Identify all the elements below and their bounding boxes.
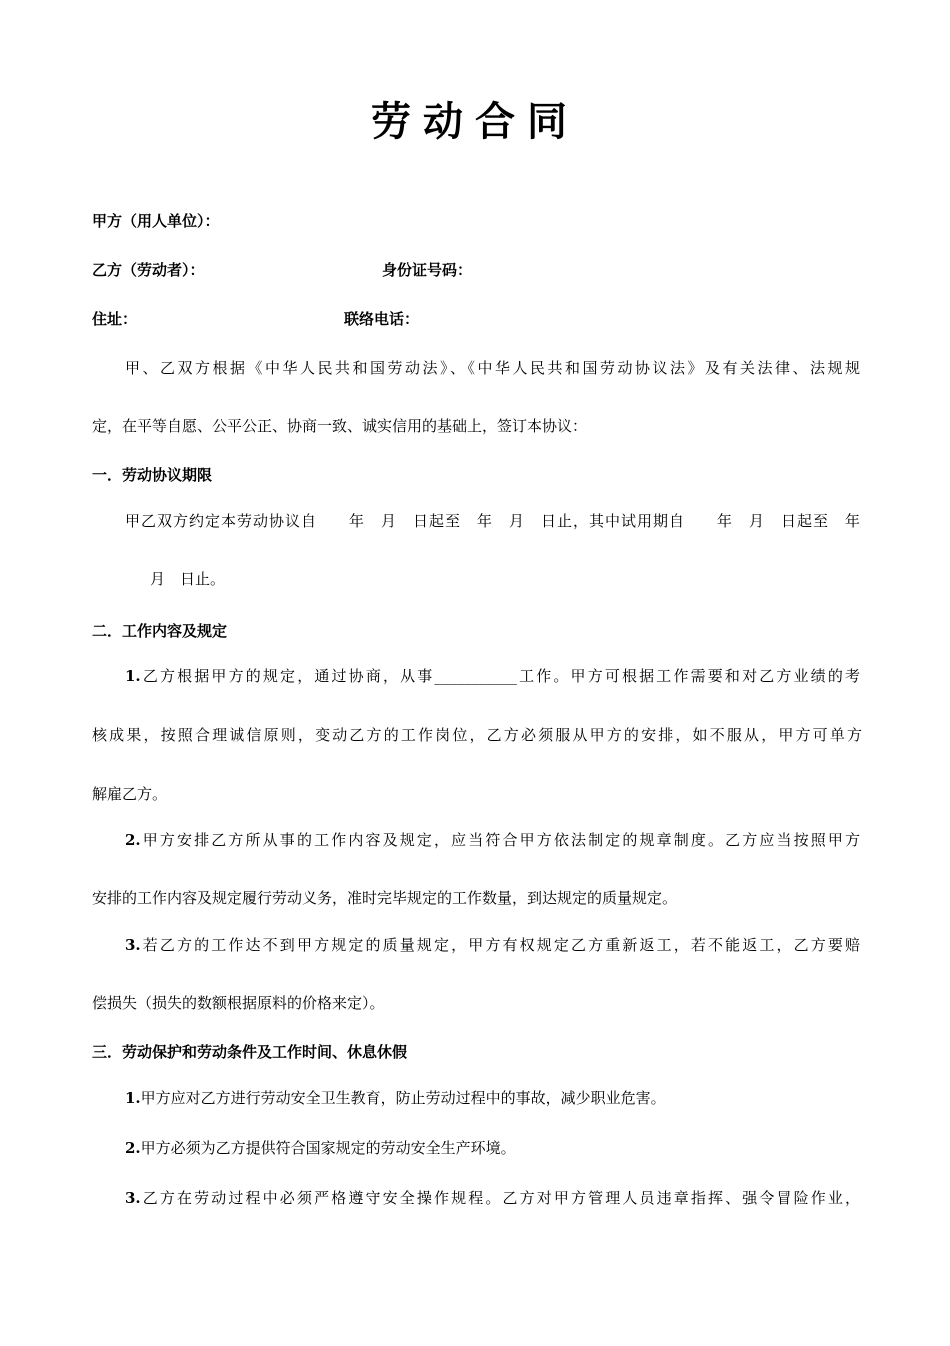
- section-2-heading: 二．工作内容及规定: [92, 622, 228, 640]
- party-b-row: [92, 259, 862, 281]
- item-text: 乙方在劳动过程中必须严格遵守安全操作规程。乙方对甲方管理人员违章指挥、强令冒险作业，: [140, 1189, 860, 1207]
- intro-paragraph-line-2: 定，在平等自愿、公平公正、协商一致、诚实信用的基础上，签订本协议：: [92, 417, 588, 435]
- item-number: 2.: [125, 831, 141, 849]
- party-a-field: 甲方（用人单位）：: [92, 212, 220, 230]
- item-number: 3.: [125, 1189, 141, 1207]
- party-b-field: 乙方（劳动者）：: [92, 261, 205, 279]
- section-2-item-1-line-3: 解雇乙方。: [92, 785, 168, 803]
- item-text: 甲方安排乙方所从事的工作内容及规定，应当符合甲方依法制定的规章制度。乙方应当按照甲方: [140, 831, 860, 849]
- item-text: 甲方应对乙方进行劳动安全卫生教育，防止劳动过程中的事故，减少职业危害。: [140, 1089, 666, 1107]
- section-1-text-line-1: 甲乙双方约定本劳动协议自 年 月 日起至 年 月 日止，其中试用期自 年 月 日起至 年: [125, 512, 860, 530]
- section-2-item-3-line-2: 偿损失（损失的数额根据原料的价格来定）。: [92, 994, 385, 1012]
- section-2-item-1-line-1: [125, 665, 860, 687]
- section-3-heading: 三．劳动保护和劳动条件及工作时间、休息休假: [92, 1043, 408, 1061]
- section-1-heading: 一．劳动协议期限: [92, 466, 213, 484]
- item-text: 若乙方的工作达不到甲方规定的质量规定，甲方有权规定乙方重新返工，若不能返工，乙方要赔: [140, 936, 860, 954]
- address-field: 住址：: [92, 310, 138, 328]
- item-text: 乙方根据甲方的规定，通过协商，从事___________工作。甲方可根据工作需要和对乙方业绩的考: [140, 667, 860, 685]
- section-3-item-1: [125, 1087, 860, 1109]
- section-2-item-1-line-2: 核成果，按照合理诚信原则，变动乙方的工作岗位，乙方必须服从甲方的安排，如不服从，甲方可单方: [92, 726, 862, 744]
- item-number: 1.: [125, 667, 141, 685]
- intro-paragraph-line-1: 甲、乙双方根据《中华人民共和国劳动法》、《中华人民共和国劳动协议法》及有关法律、法规规: [125, 359, 860, 377]
- item-number: 2.: [125, 1139, 141, 1157]
- address-row: [92, 308, 862, 330]
- item-text: 甲方必须为乙方提供符合国家规定的劳动安全生产环境。: [140, 1139, 516, 1157]
- section-3-item-3: [125, 1187, 860, 1209]
- section-2-item-3-line-1: [125, 934, 860, 956]
- document-title: 劳动合同: [371, 99, 579, 145]
- section-2-item-2-line-2: 安排的工作内容及规定履行劳动义务，准时完毕规定的工作数量，到达规定的质量规定。: [92, 889, 678, 907]
- section-3-item-2: [125, 1137, 860, 1159]
- section-1-text-line-2: 月 日止。: [150, 570, 226, 588]
- id-number-field: 身份证号码：: [382, 261, 473, 279]
- item-number: 1.: [125, 1089, 141, 1107]
- phone-field: 联络电话：: [344, 310, 420, 328]
- section-2-item-2-line-1: [125, 829, 860, 851]
- item-number: 3.: [125, 936, 141, 954]
